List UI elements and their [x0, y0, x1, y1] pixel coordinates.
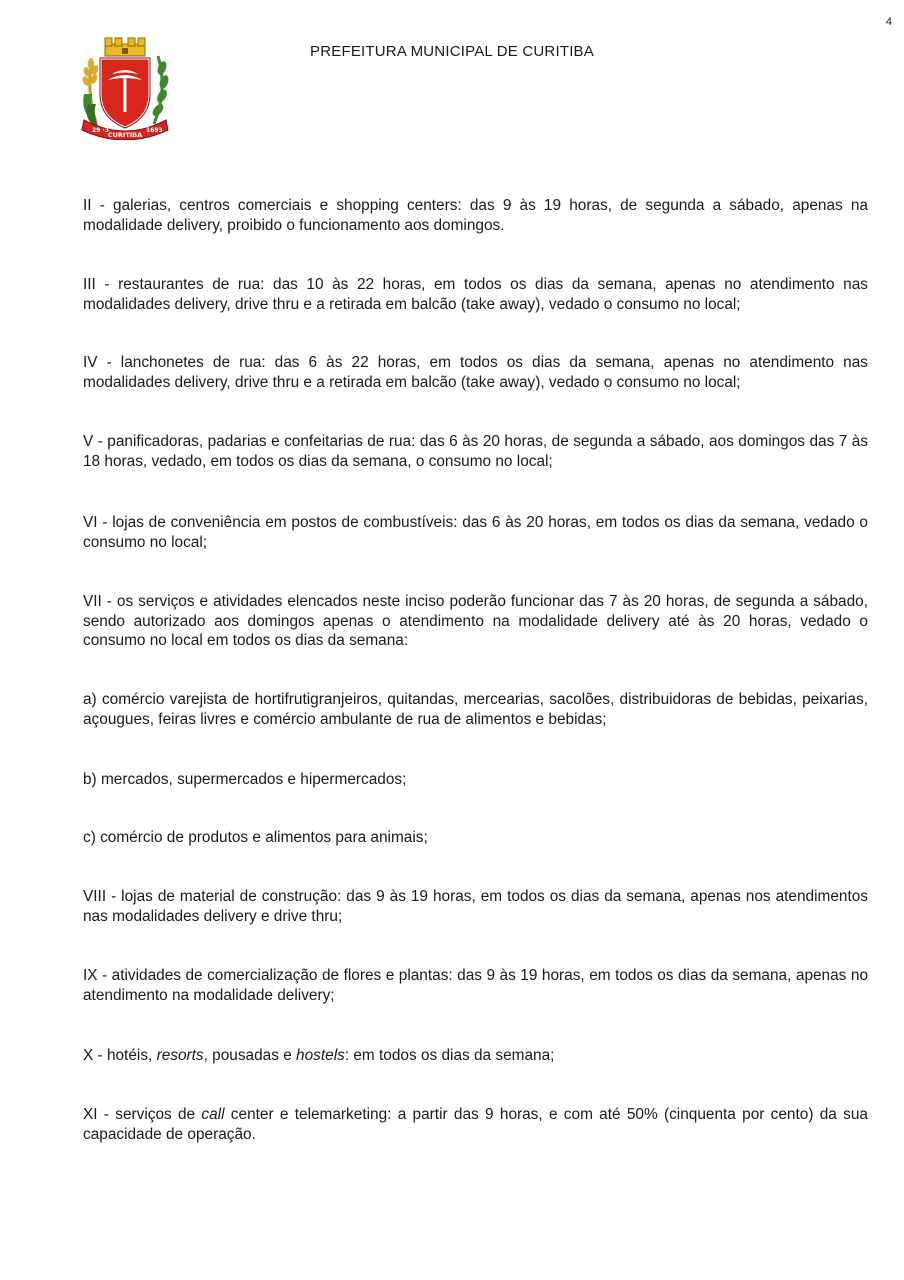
- paragraph-x-part-1: X - hotéis,: [83, 1047, 157, 1064]
- paragraph-item-b: b) mercados, supermercados e hipermercados;: [83, 771, 407, 788]
- crest-ribbon-left: 29 ·3: [92, 127, 109, 134]
- paragraph-xi-part-1: XI - serviços de: [83, 1106, 202, 1123]
- paragraph-x-part-2: , pousadas e: [203, 1047, 297, 1064]
- paragraph-iv: IV - lanchonetes de rua: das 6 às 22 horas, em todos os dias da semana, apenas no atendimento nas modalidades delivery, drive thru e a retirada em balcão (take away), vedado o consumo no local;: [83, 354, 868, 391]
- paragraph-x-hostels: hostels: [296, 1047, 345, 1064]
- paragraph-x-part-3: : em todos os dias da semana;: [344, 1047, 555, 1064]
- paragraph-ix: IX - atividades de comercialização de flores e plantas: das 9 às 19 horas, em todos os dias da semana, apenas no atendimento na modalidade delivery;: [83, 967, 868, 1004]
- paragraph-x: [83, 1046, 868, 1066]
- paragraph-vi: VI - lojas de conveniência em postos de combustíveis: das 6 às 20 horas, em todos os dias da semana, vedado o consumo no local;: [83, 514, 868, 551]
- paragraph-iii: III - restaurantes de rua: das 10 às 22 horas, em todos os dias da semana, apenas no atendimento nas modalidades delivery, drive thru e a retirada em balcão (take away), vedado o consumo no local;: [83, 276, 868, 313]
- header-title: PREFEITURA MUNICIPAL DE CURITIBA: [310, 43, 594, 60]
- paragraph-item-c: c) comércio de produtos e alimentos para animais;: [83, 829, 428, 846]
- paragraph-vii: VII - os serviços e atividades elencados neste inciso poderão funcionar das 7 às 20 horas, de segunda a sábado, sendo autorizado aos domingos apenas o atendimento na modalidade delivery até às 20 horas, vedado o consumo no local em todos os dias da semana:: [83, 593, 868, 649]
- paragraph-xi-part-2: center e telemarketing: a partir das 9 horas, e com até 50% (cinquenta por cento) da sua capacidade de operação.: [83, 1106, 868, 1143]
- paragraph-item-a: a) comércio varejista de hortifrutigranjeiros, quitandas, mercearias, sacolões, distribuidoras de bebidas, peixarias, açougues, feiras livres e comércio ambulante de rua de alimentos e bebidas;: [83, 691, 868, 728]
- paragraph-x-resorts: resorts: [156, 1047, 204, 1064]
- page-number: 4: [885, 16, 892, 28]
- paragraph-xi: [83, 1105, 868, 1144]
- crest-ribbon-right: 1693: [146, 127, 163, 134]
- paragraph-ii: II - galerias, centros comerciais e shopping centers: das 9 às 19 horas, de segunda a sábado, apenas na modalidade delivery, proibido o funcionamento aos domingos.: [83, 197, 868, 234]
- paragraph-xi-call: call: [201, 1106, 225, 1123]
- paragraph-v: V - panificadoras, padarias e confeitarias de rua: das 6 às 20 horas, de segunda a sábado, aos domingos das 7 às 18 horas, vedado, em todos os dias da semana, o consumo no local;: [83, 433, 868, 470]
- crest-ribbon-center: CURITIBA: [107, 131, 143, 139]
- paragraph-viii: VIII - lojas de material de construção: das 9 às 19 horas, em todos os dias da semana, apenas nos atendimentos nas modalidades delivery e drive thru;: [83, 888, 868, 925]
